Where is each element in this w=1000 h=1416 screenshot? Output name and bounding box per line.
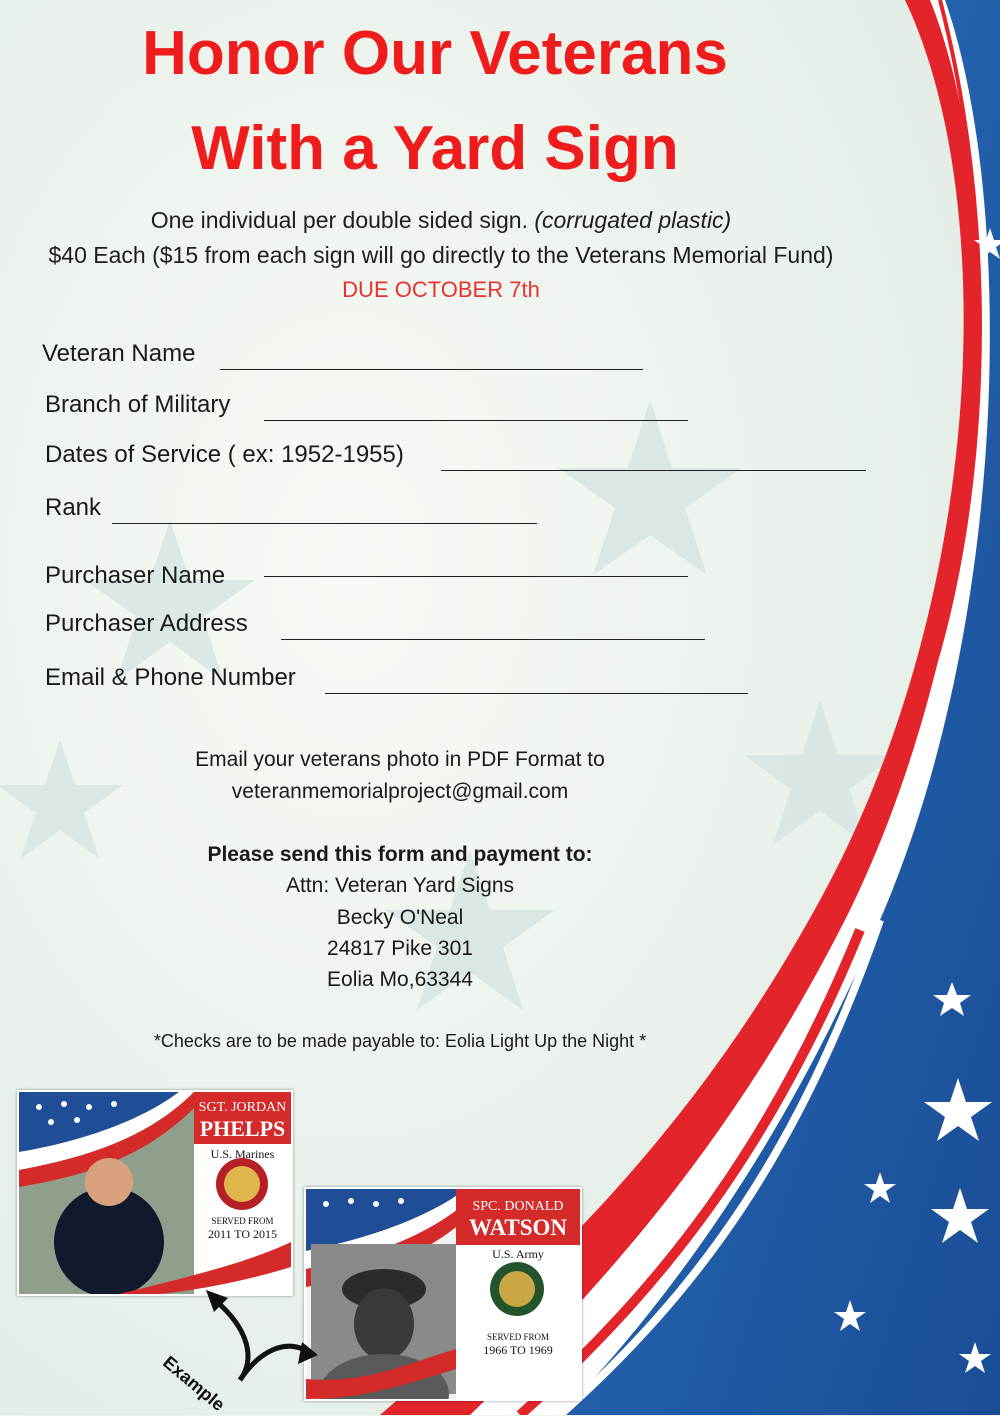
- intro-italic: (corrugated plastic): [534, 207, 732, 233]
- checks-note: *Checks are to be made payable to: Eolia Light Up the Night *: [153, 1031, 647, 1051]
- card2-surname: WATSON: [469, 1215, 567, 1240]
- mailing-name: Becky O'Neal: [336, 906, 464, 929]
- card1-served-from: SERVED FROM: [211, 1216, 274, 1226]
- card2-branch: U.S. Army: [492, 1247, 544, 1261]
- title-line-2: With a Yard Sign: [191, 114, 679, 183]
- dates-label: Dates of Service ( ex: 1952-1955): [45, 441, 404, 468]
- purchaser-name-line[interactable]: [264, 576, 688, 577]
- card2-rank-name: SPC. DONALD: [472, 1199, 564, 1214]
- intro-line-2: $40 Each ($15 from each sign will go directly to the Veterans Memorial Fund): [48, 242, 834, 268]
- intro-line-1: [0, 205, 882, 235]
- example-card-phelps: [17, 1090, 293, 1296]
- photo-email: veteranmemorialproject@gmail.com: [231, 780, 569, 803]
- due-date: DUE OCTOBER 7th: [342, 277, 540, 302]
- example-label: Example: [159, 1352, 229, 1415]
- card1-rank-name: SGT. JORDAN: [198, 1100, 287, 1115]
- mailing-street: 24817 Pike 301: [327, 937, 473, 960]
- rank-label: Rank: [45, 494, 102, 521]
- mailing-city: Eolia Mo,63344: [327, 968, 473, 991]
- veteran-name-line[interactable]: [220, 369, 643, 370]
- veteran-name-label: Veteran Name: [42, 340, 196, 367]
- email-phone-label: Email & Phone Number: [45, 664, 296, 691]
- card1-branch: U.S. Marines: [210, 1147, 275, 1161]
- purchaser-name-label: Purchaser Name: [45, 562, 226, 589]
- card1-surname: PHELPS: [199, 1116, 286, 1141]
- title-line-1: Honor Our Veterans: [142, 19, 728, 88]
- card2-years: 1966 TO 1969: [483, 1343, 553, 1357]
- card1-years: 2011 TO 2015: [207, 1227, 278, 1241]
- dates-line[interactable]: [441, 470, 866, 471]
- mailing-attn: Attn: Veteran Yard Signs: [285, 874, 515, 897]
- rank-line[interactable]: [112, 523, 537, 524]
- mailing-heading: Please send this form and payment to:: [207, 843, 593, 866]
- intro-plain: One individual per double sided sign.: [150, 207, 528, 233]
- purchaser-address-line[interactable]: [281, 639, 705, 640]
- branch-line[interactable]: [264, 420, 688, 421]
- branch-label: Branch of Military: [45, 391, 231, 418]
- purchaser-address-label: Purchaser Address: [45, 610, 248, 637]
- example-card-watson: [304, 1187, 582, 1401]
- email-phone-line[interactable]: [325, 693, 748, 694]
- photo-instructions: Email your veterans photo in PDF Format to: [195, 748, 605, 771]
- card2-served-from: SERVED FROM: [486, 1332, 550, 1342]
